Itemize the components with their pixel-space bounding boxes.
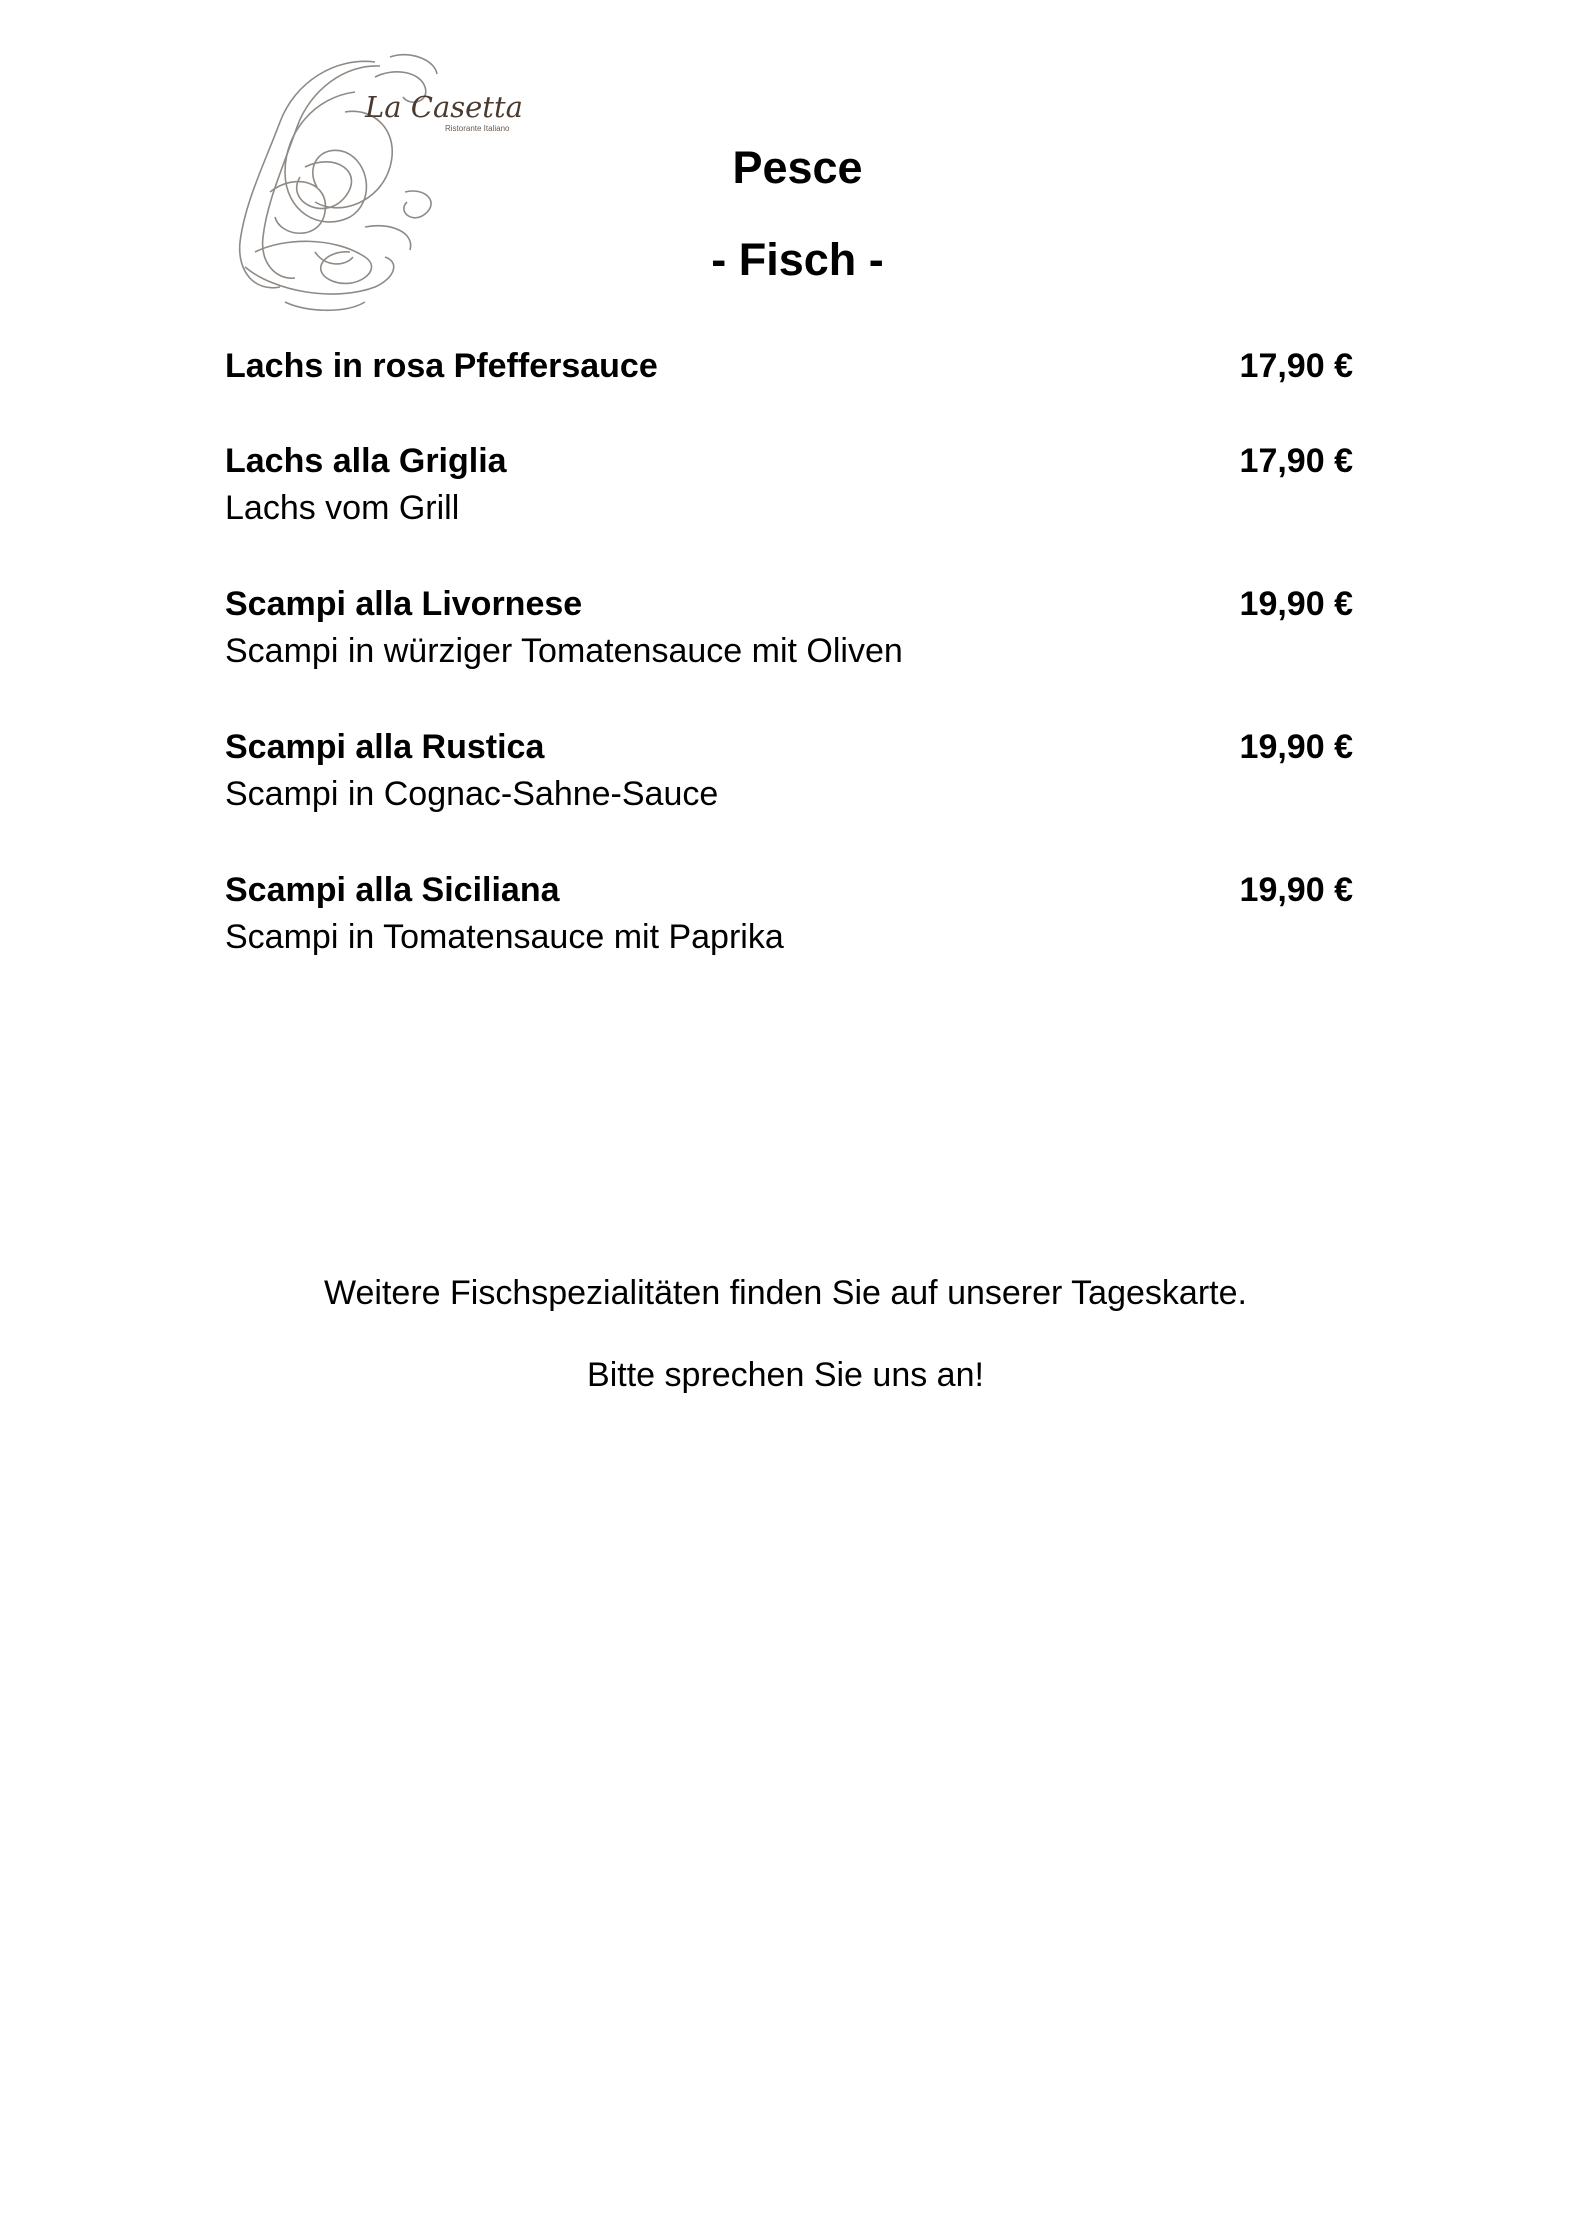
page-title: Pesce <box>732 142 863 193</box>
list-item <box>225 343 1353 389</box>
dish-name: Scampi alla Livornese <box>225 585 583 623</box>
dish-list <box>225 343 1353 1010</box>
dish-name: Scampi alla Siciliana <box>225 871 560 909</box>
dish-name: Lachs alla Griglia <box>225 442 507 480</box>
dish-price: 17,90 € <box>1239 442 1353 480</box>
list-item <box>225 438 1353 532</box>
page-subtitle: - Fisch - <box>711 234 884 285</box>
dish-description: Scampi in würziger Tomatensauce mit Oliven <box>225 632 903 670</box>
logo-subtitle: Ristorante Italiano <box>445 124 510 133</box>
dish-name: Scampi alla Rustica <box>225 728 545 766</box>
dish-price: 17,90 € <box>1239 347 1353 385</box>
footer-call-to-action: Bitte sprechen Sie uns an! <box>587 1356 984 1394</box>
dish-price: 19,90 € <box>1239 728 1353 766</box>
footer-note: Weitere Fischspezialitäten finden Sie auf unserer Tageskarte. <box>324 1274 1247 1312</box>
list-item <box>225 581 1353 675</box>
list-item <box>225 867 1353 961</box>
list-item <box>225 724 1353 818</box>
dish-description: Lachs vom Grill <box>225 489 460 527</box>
logo-title: La Casetta <box>365 90 523 124</box>
dish-name: Lachs in rosa Pfeffersauce <box>225 347 658 385</box>
dish-description: Scampi in Tomatensauce mit Paprika <box>225 918 784 956</box>
dish-price: 19,90 € <box>1239 585 1353 623</box>
dish-price: 19,90 € <box>1239 871 1353 909</box>
dish-description: Scampi in Cognac-Sahne-Sauce <box>225 775 719 813</box>
